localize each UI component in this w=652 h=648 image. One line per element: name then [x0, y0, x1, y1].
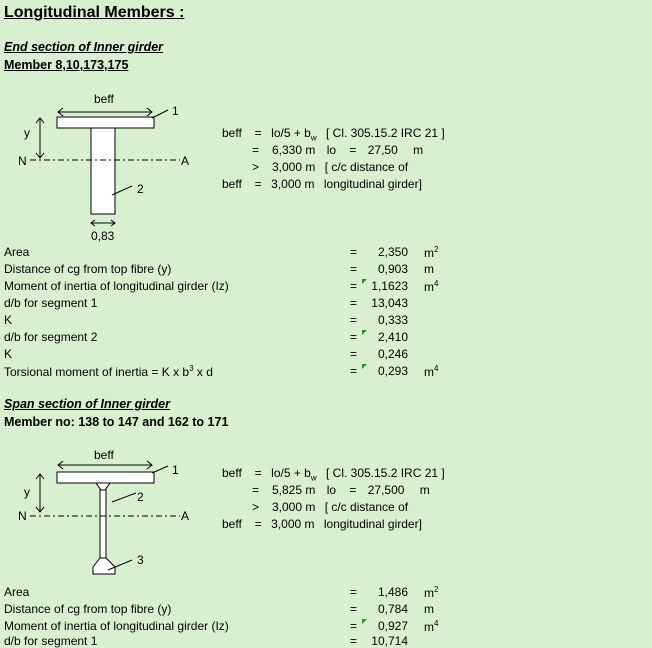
- end-row-db1-eq: =: [350, 296, 358, 310]
- end-fig-y-label: y: [24, 126, 30, 140]
- span-row-db1-eq: =: [350, 634, 358, 648]
- end-row-db2-value: 2,410: [377, 330, 408, 344]
- end-row-db2-label: d/b for segment 2: [4, 330, 98, 344]
- span-fig-y-label: y: [24, 485, 30, 499]
- end-row-inertia-value: 1,1623: [371, 279, 408, 293]
- end-fig-a-label: A: [181, 154, 190, 168]
- end-row-area-eq: =: [350, 245, 358, 259]
- end-row-torsion-unit: $m^4$: [424, 364, 439, 379]
- end-row-inertia-eq: =: [350, 279, 358, 293]
- end-row-area-unit: $m^2$: [424, 245, 439, 260]
- span-fig-point-1: 1: [172, 463, 179, 477]
- end-row-db2-eq: =: [350, 330, 358, 344]
- end-row-torsion-eq: =: [350, 364, 358, 378]
- span-row-inertia-value: 0,927: [377, 619, 408, 633]
- span-eq-line2: = 5,825 m lo = 27,500 m: [252, 483, 430, 497]
- end-row-k2-eq: =: [350, 347, 358, 361]
- span-row-db1-label: d/b for segment 1: [4, 634, 98, 648]
- span-row-area-unit: $m^2$: [424, 585, 439, 600]
- end-fig-beff-label: beff: [94, 92, 114, 106]
- end-eq-line4: beff = 3,000 m longitudinal girder]: [222, 177, 422, 191]
- end-eq-line1: beff = $lo/5 + b_w$ [ Cl. 305.15.2 IRC 21 ]: [222, 126, 445, 143]
- end-row-area-value: 2,350: [377, 245, 408, 259]
- page-title: Longitudinal Members :: [4, 4, 185, 21]
- span-row-inertia-eq: =: [350, 619, 358, 633]
- span-fig-point-2: 2: [137, 490, 144, 504]
- span-row-cg-eq: =: [350, 602, 358, 616]
- span-fig-n-label: N: [18, 509, 27, 523]
- end-row-k1-value: 0,333: [377, 313, 408, 327]
- end-row-torsion-value: 0,293: [377, 364, 408, 378]
- span-row-area-label: Area: [4, 585, 30, 599]
- end-row-k2-value: 0,246: [377, 347, 408, 361]
- end-fig-width-label: 0,83: [91, 229, 115, 243]
- end-section-heading: End section of Inner girder: [4, 40, 164, 54]
- end-row-area-label: Area: [4, 245, 30, 259]
- end-eq-line3: > 3,000 m [ c/c distance of: [252, 160, 409, 174]
- end-row-cg-value: 0,903: [377, 262, 408, 276]
- span-i-section-diagram: [0, 450, 200, 580]
- span-fig-beff-label: beff: [94, 448, 114, 462]
- span-row-db1-value: 10,714: [371, 634, 408, 648]
- span-row-cg-unit: m: [424, 602, 434, 616]
- end-row-inertia-label: Moment of inertia of longitudinal girder (Iz): [4, 279, 229, 293]
- span-row-cg-label: Distance of cg from top fibre (y): [4, 602, 172, 616]
- span-row-area-value: 1,486: [377, 585, 408, 599]
- span-eq-line1: beff = $lo/5 + b_w$ [ Cl. 305.15.2 IRC 21 ]: [222, 466, 445, 483]
- end-row-k1-label: K: [4, 313, 13, 327]
- end-row-cg-unit: m: [424, 262, 434, 276]
- end-row-db1-value: 13,043: [371, 296, 408, 310]
- end-fig-point-2: 2: [137, 182, 144, 196]
- end-fig-point-1: 1: [172, 104, 179, 118]
- end-row-cg-eq: =: [350, 262, 358, 276]
- end-eq-line2: = 6,330 m lo = 27,50 m: [252, 143, 424, 157]
- span-row-cg-value: 0,784: [377, 602, 408, 616]
- span-row-area-eq: =: [350, 585, 358, 599]
- span-row-inertia-unit: $m^4$: [424, 619, 439, 634]
- span-row-inertia-label: Moment of inertia of longitudinal girder (Iz): [4, 619, 229, 633]
- end-t-section-diagram: [0, 90, 200, 230]
- end-row-k2-label: K: [4, 347, 13, 361]
- end-member-label: Member 8,10,173,175: [4, 58, 129, 72]
- end-fig-n-label: N: [18, 154, 27, 168]
- end-row-k1-eq: =: [350, 313, 358, 327]
- end-row-torsion-label: Torsional moment of inertia = K x $b^3$ x d: [4, 364, 213, 379]
- span-fig-point-3: 3: [137, 553, 144, 567]
- span-eq-line3: > 3,000 m [ c/c distance of: [252, 500, 409, 514]
- span-fig-a-label: A: [181, 509, 190, 523]
- end-row-inertia-unit: $m^4$: [424, 279, 439, 294]
- end-row-cg-label: Distance of cg from top fibre (y): [4, 262, 172, 276]
- span-section-heading: Span section of Inner girder: [4, 397, 170, 411]
- end-row-db1-label: d/b for segment 1: [4, 296, 98, 310]
- span-member-label: Member no: 138 to 147 and 162 to 171: [4, 415, 229, 429]
- span-eq-line4: beff = 3,000 m longitudinal girder]: [222, 517, 422, 531]
